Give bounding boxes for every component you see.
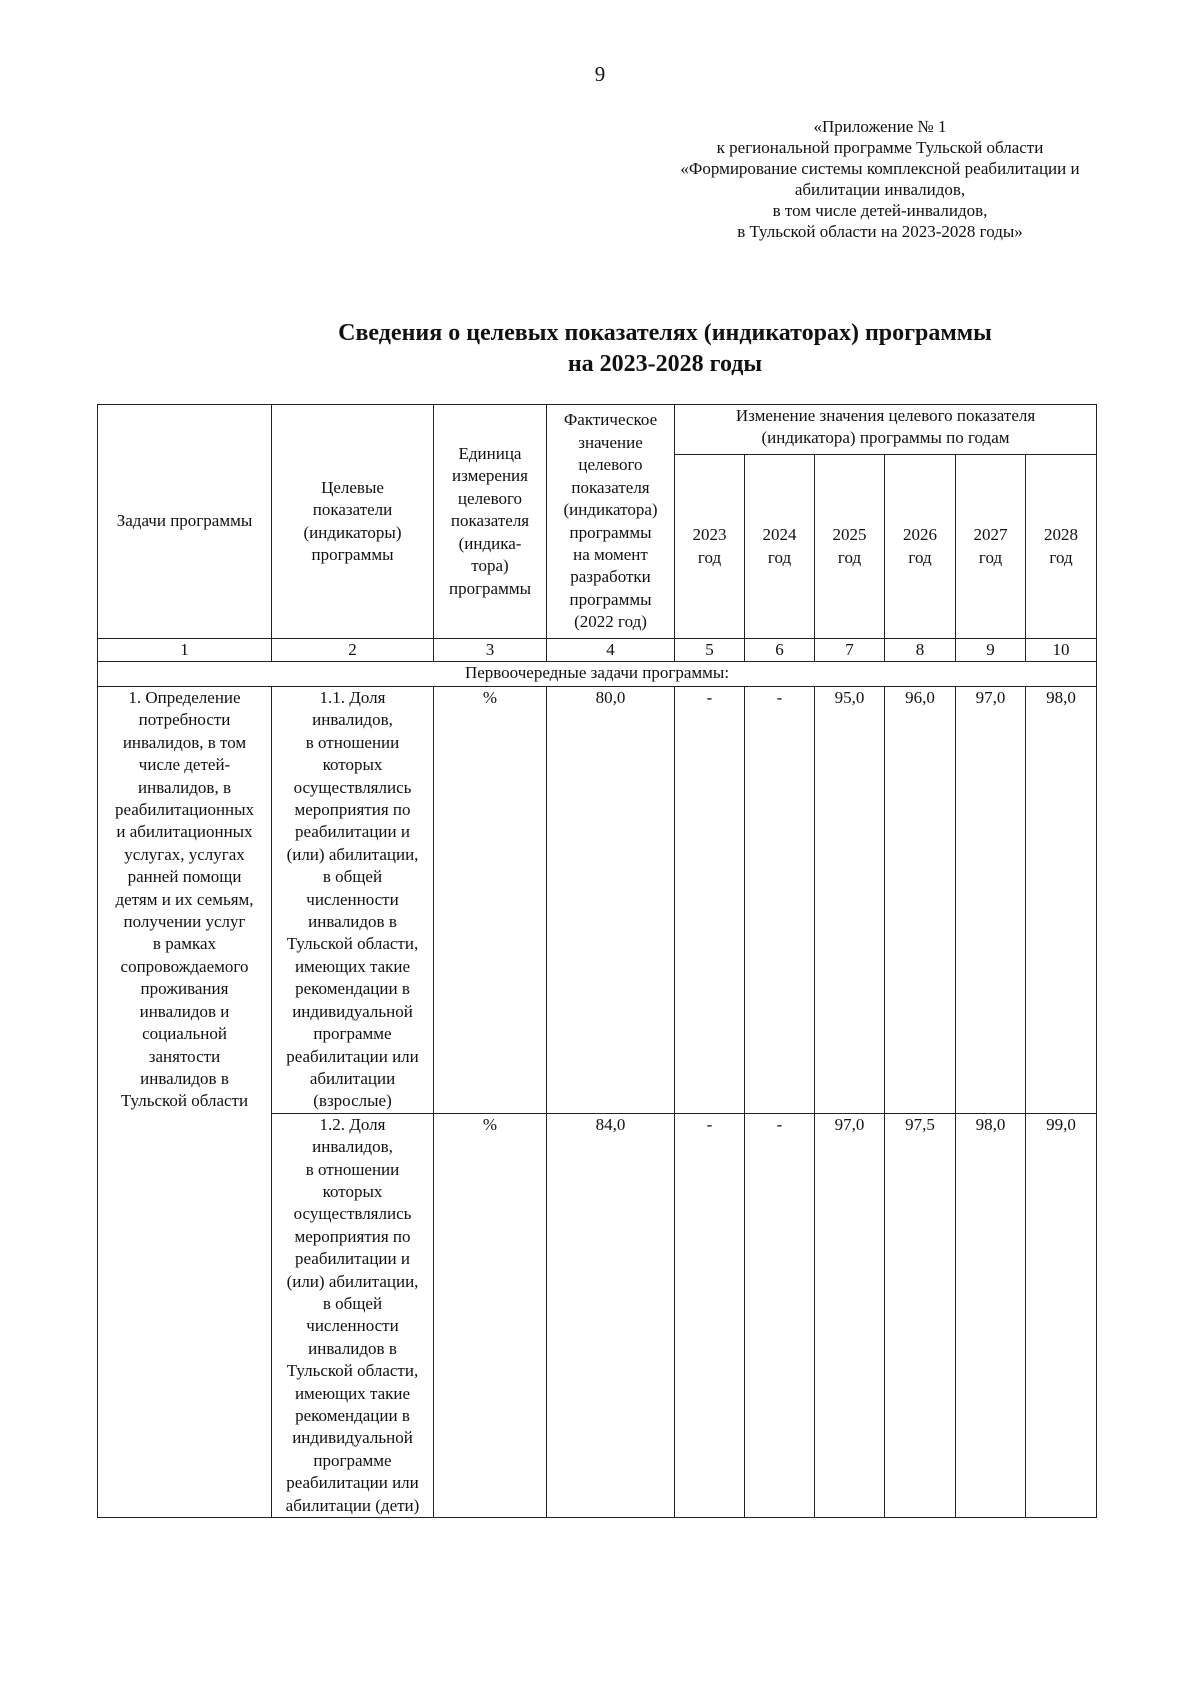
header-line: (2022 год)	[574, 612, 647, 632]
header-line: разработки	[570, 567, 651, 587]
header-line: программы	[311, 544, 394, 564]
header-line: (индикатора)	[563, 500, 658, 520]
header-line: программы	[569, 589, 652, 609]
header-year: 2027 год	[956, 455, 1026, 639]
header-line: (индикатора) программы по годам	[761, 428, 1010, 448]
year-value-cell: -	[675, 687, 745, 1114]
appendix-line: к региональной программе Тульской области	[716, 138, 1044, 157]
appendix-line: «Формирование системы комплексной реабилитации и	[680, 159, 1080, 178]
header-line: тора)	[471, 556, 509, 576]
header-line: (индика-	[458, 533, 522, 553]
section-title: Первоочередные задачи программы:	[98, 662, 1097, 687]
header-line: Изменение значения целевого показателя	[735, 406, 1036, 425]
appendix-line: абилитации инвалидов,	[794, 180, 966, 199]
header-change-by-year	[675, 405, 1097, 455]
document-title	[0, 318, 1200, 380]
header-actual	[547, 405, 675, 639]
column-number: 7	[815, 639, 885, 662]
header-line: показателя	[450, 511, 530, 531]
indicator-cell: 1.2. Доля инвалидов, в отношении которых осуществлялись мероприятия по реабилитации и (или) абилитации, в общей численности инвалидов в Тульской области, имеющих такие рекомендации в индивидуальной программе реабилитации или абилитации (дети)	[272, 1113, 434, 1517]
header-line: целевого	[457, 488, 523, 508]
actual-value-cell: 80,0	[547, 687, 675, 1114]
unit-cell: %	[434, 687, 547, 1114]
header-year: 2025 год	[815, 455, 885, 639]
header-line: целевого	[578, 455, 643, 475]
header-year: 2028 год	[1026, 455, 1097, 639]
column-number: 8	[885, 639, 956, 662]
appendix-line: в Тульской области на 2023-2028 годы»	[737, 222, 1023, 241]
year-value-cell: -	[745, 1113, 815, 1517]
header-line: Целевые	[321, 477, 384, 497]
appendix-line: «Приложение № 1	[813, 117, 947, 136]
year-value-cell: 96,0	[885, 687, 956, 1114]
header-line: программы	[569, 522, 652, 542]
column-number: 4	[547, 639, 675, 662]
year-value-cell: -	[675, 1113, 745, 1517]
header-tasks: Задачи программы	[98, 405, 272, 639]
year-value-cell: 97,0	[815, 1113, 885, 1517]
column-number: 6	[745, 639, 815, 662]
column-number: 1	[98, 639, 272, 662]
year-value-cell: -	[745, 687, 815, 1114]
table-row	[98, 687, 1097, 1114]
indicator-cell: 1.1. Доля инвалидов, в отношении которых осуществлялись мероприятия по реабилитации и (или) абилитации, в общей численности инвалидов в Тульской области, имеющих такие рекомендации в индивидуальной программе реабилитации или абилитации (взрослые)	[272, 687, 434, 1114]
actual-value-cell: 84,0	[547, 1113, 675, 1517]
year-value-cell: 97,5	[885, 1113, 956, 1517]
header-line: Фактическое	[563, 410, 658, 430]
header-line: значение	[578, 432, 643, 452]
year-value-cell: 95,0	[815, 687, 885, 1114]
header-indicators	[272, 405, 434, 639]
column-number: 10	[1026, 639, 1097, 662]
header-unit	[434, 405, 547, 639]
indicators-table	[97, 404, 1097, 1518]
column-number: 5	[675, 639, 745, 662]
header-line: программы	[448, 578, 532, 598]
title-line: на 2023-2028 годы	[567, 351, 763, 377]
column-number-row	[98, 639, 1097, 662]
column-number: 9	[956, 639, 1026, 662]
header-line: (индикаторы)	[303, 522, 402, 542]
year-value-cell: 98,0	[1026, 687, 1097, 1114]
header-line: Единица	[458, 444, 522, 464]
task-cell: 1. Определение потребности инвалидов, в том числе детей- инвалидов, в реабилитационных и абилитационных услугах, услугах ранней помощи детям и их семьям, получении услуг в рамках сопровождаемого проживания инвалидов и социальной занятости инвалидов в Тульской области	[98, 687, 272, 1518]
header-year: 2023 год	[675, 455, 745, 639]
year-value-cell: 98,0	[956, 1113, 1026, 1517]
year-value-cell: 99,0	[1026, 1113, 1097, 1517]
header-line: измерения	[452, 466, 528, 486]
header-year: 2024 год	[745, 455, 815, 639]
column-number: 3	[434, 639, 547, 662]
title-line: Сведения о целевых показателях (индикаторах) программы	[338, 320, 992, 346]
unit-cell: %	[434, 1113, 547, 1517]
year-value-cell: 97,0	[956, 687, 1026, 1114]
header-line: на момент	[573, 544, 648, 564]
section-row	[98, 662, 1097, 687]
header-line: показателя	[571, 477, 650, 497]
page-number: 9	[594, 62, 606, 86]
header-line: показатели	[312, 500, 393, 520]
column-number: 2	[272, 639, 434, 662]
header-year: 2026 год	[885, 455, 956, 639]
appendix-line: в том числе детей-инвалидов,	[772, 201, 988, 220]
appendix-header	[620, 116, 1140, 242]
